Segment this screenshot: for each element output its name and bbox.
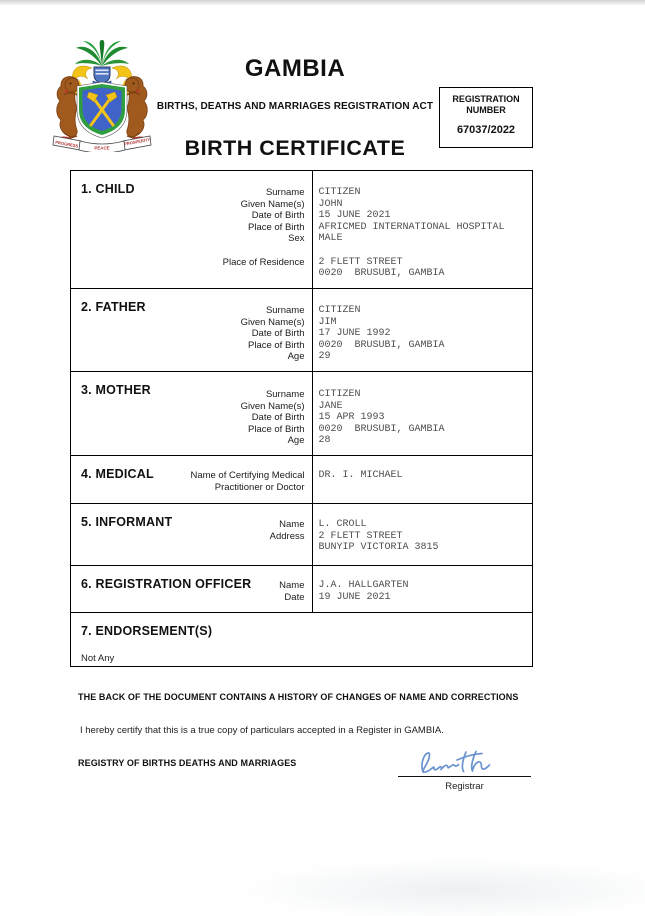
section-value-cell <box>312 372 533 455</box>
field-label: Name <box>279 580 305 591</box>
field-values <box>313 289 533 363</box>
section-value-cell <box>312 566 533 612</box>
motto-banner <box>53 136 151 152</box>
section-value-cell <box>312 504 533 565</box>
field-value: 28 <box>318 435 331 447</box>
document-title: BIRTH CERTIFICATE <box>184 136 406 160</box>
section-title: 1. CHILD <box>81 182 135 196</box>
field-label: Place of Birth <box>248 423 305 435</box>
field-value: 2 FLETT STREET <box>318 256 403 268</box>
field-label: Place of Residence <box>222 256 305 268</box>
field-label: Practitioner or Doctor <box>214 481 305 493</box>
certification-statement: I hereby certify that this is a true copy of particulars accepted in a Register in GAMBIA. <box>80 725 444 736</box>
field-value: 0020 BRUSUBI, GAMBIA <box>318 423 445 435</box>
field-value: DR. I. MICHAEL <box>318 470 403 481</box>
field-label: Date of Birth <box>251 328 305 340</box>
field-value: CITIZEN <box>318 389 361 400</box>
field-value: MALE <box>318 233 343 245</box>
field-values <box>313 171 533 280</box>
section-body: Not Any <box>81 653 115 664</box>
field-label: Surname <box>265 187 305 198</box>
section-label-cell <box>71 566 312 612</box>
field-value: 29 <box>318 351 331 363</box>
section-row <box>71 456 532 504</box>
section-row <box>71 372 532 456</box>
field-label <box>71 245 305 257</box>
field-value: L. CROLL <box>318 519 367 530</box>
field-value: 19 JUNE 2021 <box>318 591 391 603</box>
field-value: JIM <box>318 316 337 328</box>
section-row <box>71 171 532 289</box>
registration-label-line1: REGISTRATION <box>452 94 520 104</box>
section-title: 7. ENDORSEMENT(S) <box>81 624 213 638</box>
palm-tree-crest <box>75 40 129 66</box>
section-label-cell <box>71 171 312 288</box>
field-values <box>313 372 533 447</box>
field-value: AFRICMED INTERNATIONAL HOSPITAL <box>318 221 505 233</box>
field-label: Given Name(s) <box>240 400 305 412</box>
field-label: Address <box>269 530 305 542</box>
field-value: CITIZEN <box>318 305 361 316</box>
field-label: Age <box>287 435 305 447</box>
field-value: 2 FLETT STREET <box>318 530 403 542</box>
registration-label-line2: NUMBER <box>466 105 506 115</box>
signature-line <box>398 776 531 777</box>
scan-smudge <box>230 858 645 916</box>
field-label: Surname <box>265 305 305 316</box>
section-label-cell <box>71 504 312 565</box>
field-value: JANE <box>318 400 343 412</box>
field-value: 15 APR 1993 <box>318 412 385 424</box>
registrar-caption: Registrar <box>445 781 484 792</box>
field-label: Date of Birth <box>251 210 305 222</box>
field-label: Age <box>287 351 305 363</box>
section-title: 2. FATHER <box>81 300 146 314</box>
field-value: CITIZEN <box>318 187 361 198</box>
field-values <box>313 504 533 554</box>
motto-peace: PEACE <box>94 145 110 151</box>
field-label: Place of Birth <box>248 221 305 233</box>
section-row <box>71 566 532 613</box>
field-value: 17 JUNE 1992 <box>318 328 391 340</box>
motto-prosperity: PROSPERITY <box>123 136 151 147</box>
field-value: BUNYIP VICTORIA 3815 <box>318 542 439 554</box>
section-row <box>71 613 532 666</box>
field-label: Name of Certifying Medical <box>190 470 305 481</box>
field-values <box>313 566 533 603</box>
scan-edge-strip <box>0 0 645 6</box>
field-value: 0020 BRUSUBI, GAMBIA <box>318 268 445 280</box>
field-value: JOHN <box>318 198 343 210</box>
section-title: 4. MEDICAL <box>81 467 154 481</box>
lion-supporter-left <box>57 77 79 138</box>
registration-number: 67037/2022 <box>456 124 516 136</box>
section-label-cell <box>71 289 312 371</box>
section-value-cell <box>312 171 533 288</box>
section-value-cell <box>312 289 533 371</box>
section-row <box>71 289 532 372</box>
registration-number-box <box>439 87 533 148</box>
field-value: J.A. HALLGARTEN <box>318 580 409 591</box>
registry-title: REGISTRY OF BIRTHS DEATHS AND MARRIAGES <box>78 758 297 768</box>
field-values <box>313 456 533 482</box>
certificate-table <box>70 170 533 667</box>
back-of-document-note: THE BACK OF THE DOCUMENT CONTAINS A HISTORY OF CHANGES OF NAME AND CORRECTIONS <box>78 692 519 702</box>
section-title: 5. INFORMANT <box>81 515 173 529</box>
country-title: GAMBIA <box>244 55 346 82</box>
field-value: 0020 BRUSUBI, GAMBIA <box>318 339 445 351</box>
field-label: Sex <box>288 233 305 245</box>
field-label: Given Name(s) <box>240 198 305 210</box>
registrar-signature <box>410 749 505 777</box>
registration-act-line: BIRTHS, DEATHS AND MARRIAGES REGISTRATION ACT <box>156 101 434 112</box>
section-title: 3. MOTHER <box>81 383 151 397</box>
section-label-cell <box>71 456 312 503</box>
field-value: 15 JUNE 2021 <box>318 210 391 222</box>
field-label: Surname <box>265 389 305 400</box>
field-label: Date <box>284 591 305 603</box>
field-label: Given Name(s) <box>240 316 305 328</box>
field-value <box>319 245 533 257</box>
section-label-cell <box>71 372 312 455</box>
section-row <box>71 504 532 566</box>
motto-progress: PROGRESS <box>54 139 79 149</box>
field-label: Date of Birth <box>251 412 305 424</box>
section-value-cell <box>312 456 533 503</box>
gambia-coat-of-arms <box>46 40 158 152</box>
field-label: Name <box>279 519 305 530</box>
section-title: 6. REGISTRATION OFFICER <box>81 577 252 591</box>
field-label: Place of Birth <box>248 339 305 351</box>
